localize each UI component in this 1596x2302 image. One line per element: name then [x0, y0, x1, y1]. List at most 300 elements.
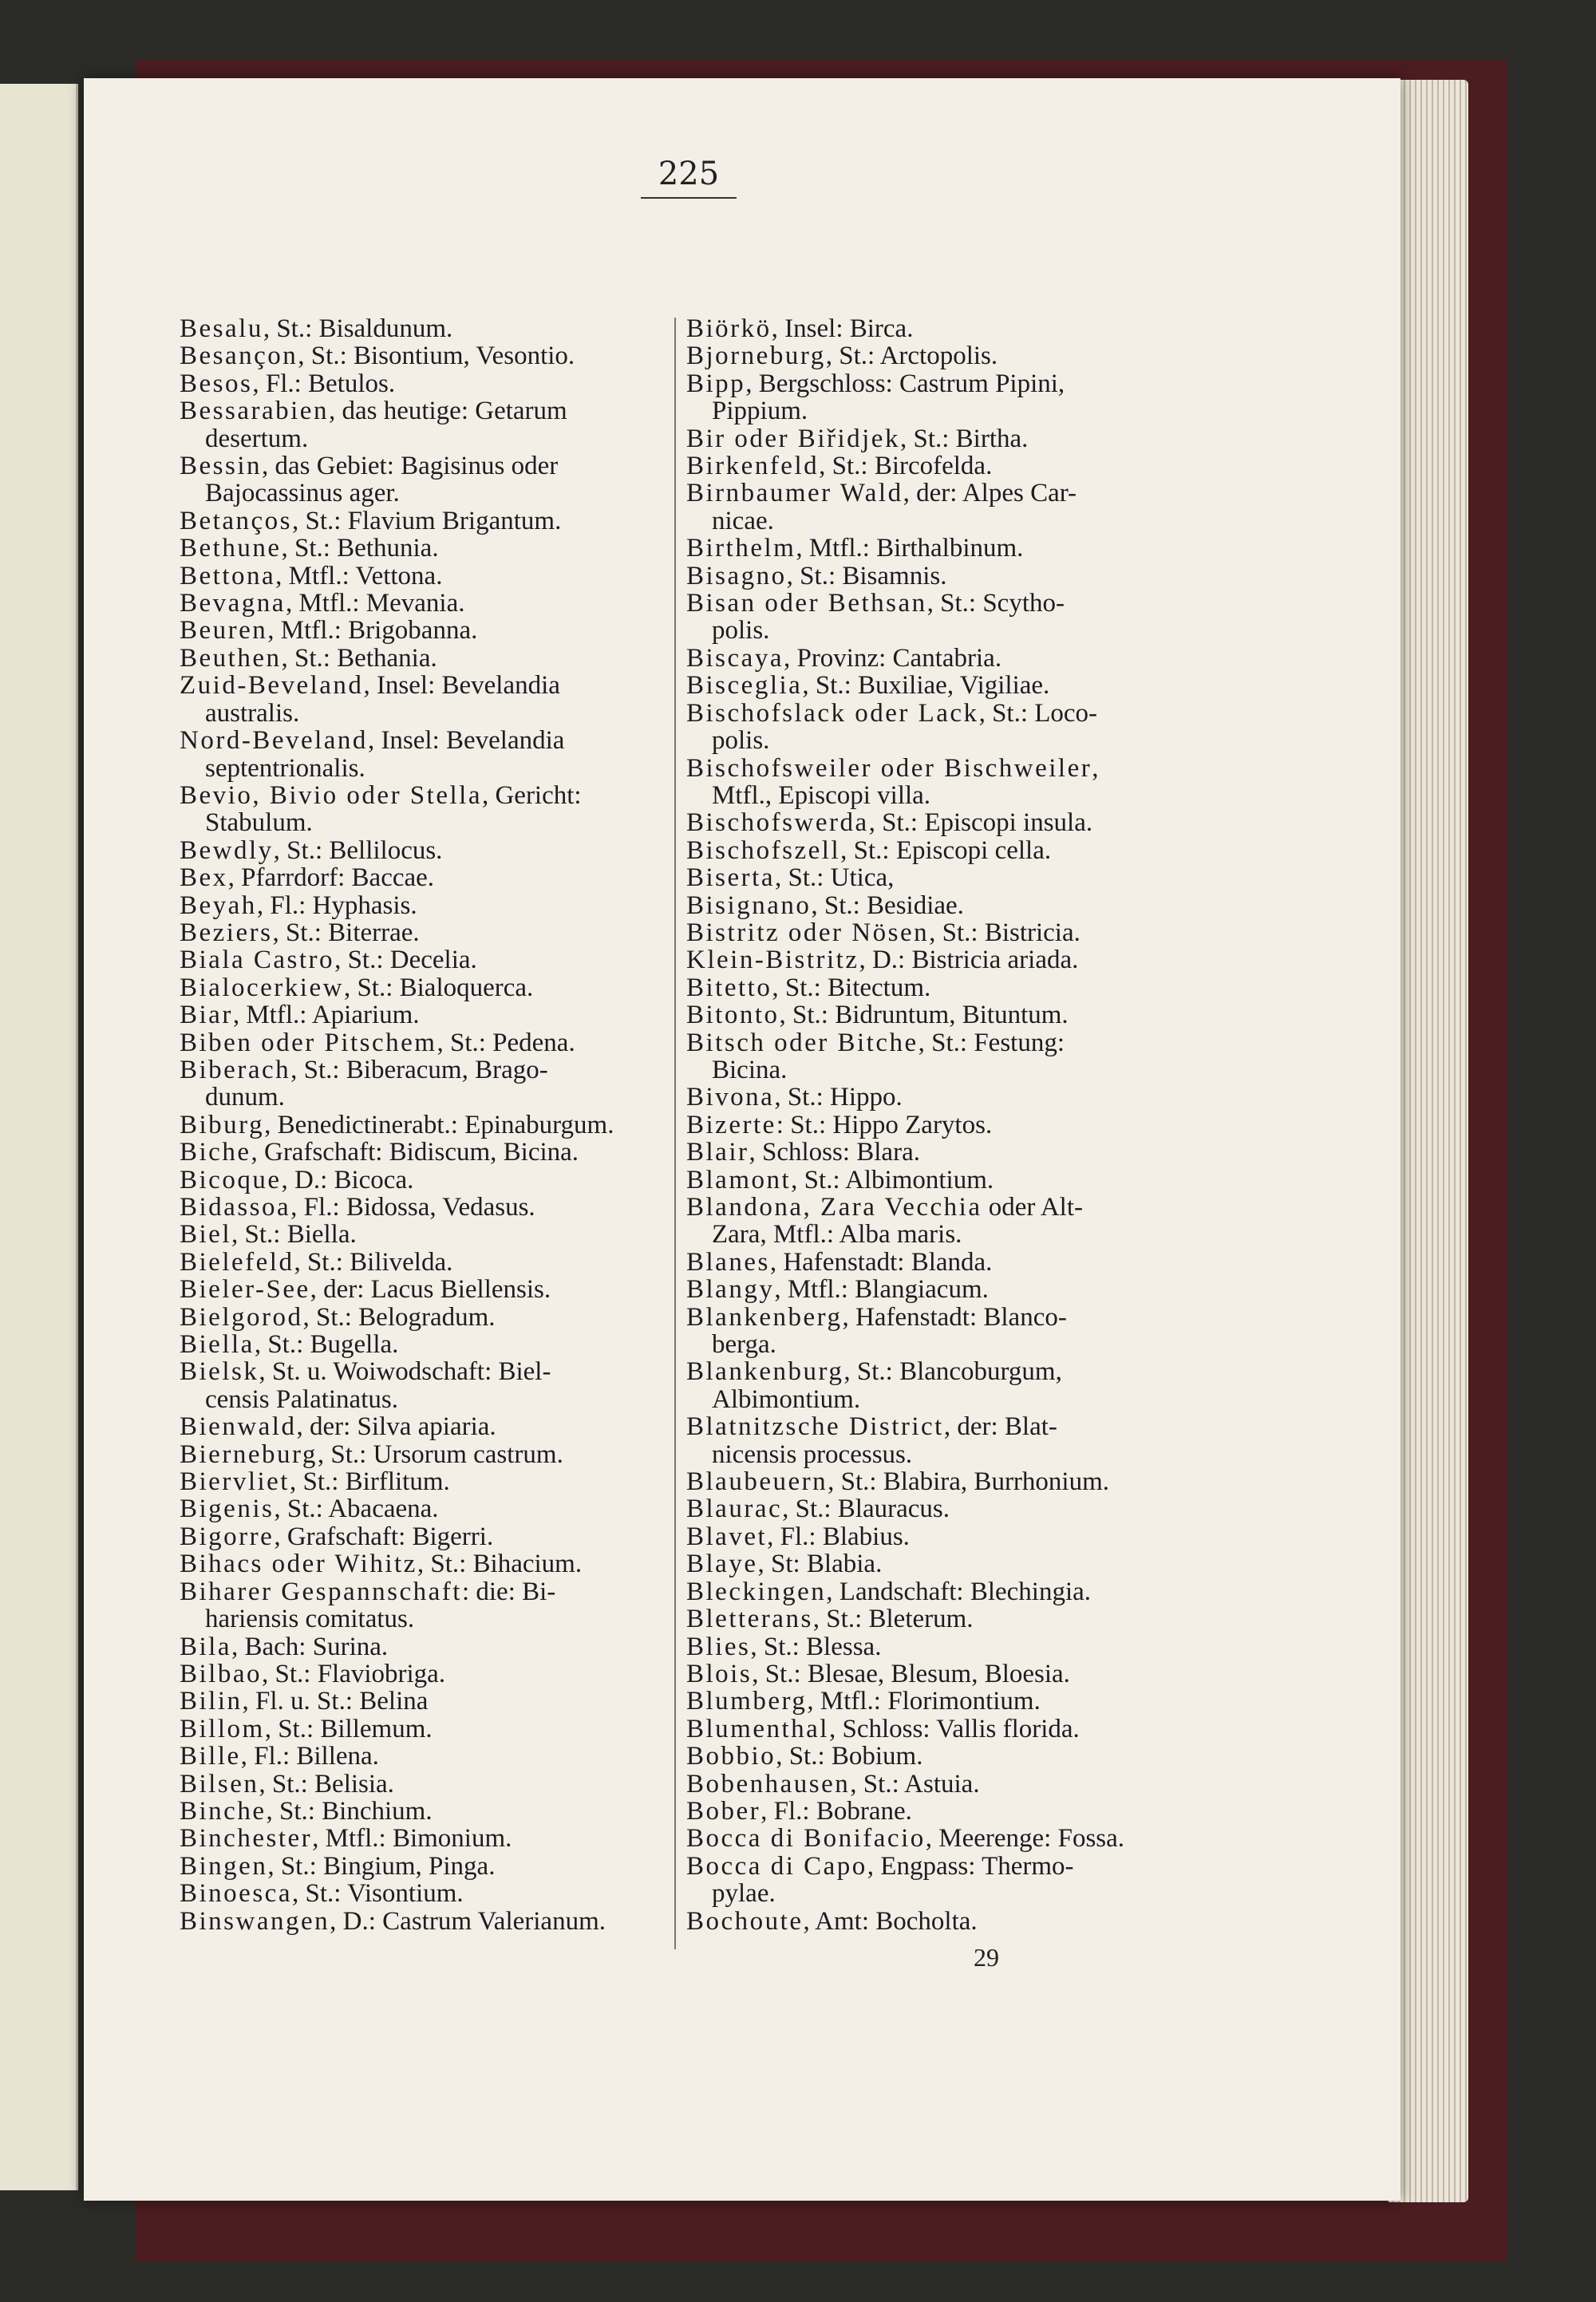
entry-definition: , St.: Buxiliae, Vigiliae. [802, 671, 1050, 701]
entry-continuation: Stabulum. [205, 808, 313, 838]
entry-definition: , Bach: Surina. [231, 1632, 389, 1661]
entry-headword: Bigorre [180, 1522, 275, 1551]
entry-line [686, 370, 1181, 397]
entry-headword: Bila [180, 1632, 231, 1661]
entry-line [180, 1331, 674, 1358]
entry-definition: , St.: Bingium, Pinga. [267, 1851, 496, 1881]
entry-definition: , Pfarrdorf: Baccae. [227, 863, 435, 893]
entry-line [686, 1304, 1181, 1331]
entry-definition: , St.: Biterrae. [272, 918, 420, 947]
entry-line [686, 1084, 1181, 1111]
entry-definition: , Hafenstadt: Blanco- [842, 1302, 1067, 1332]
column-divider [674, 318, 676, 1949]
entry-line [686, 1550, 1181, 1577]
entry-definition: , St.: Bisontium, Vesontio. [298, 342, 575, 371]
entry-definition: , Hafenstadt: Blanda. [769, 1247, 993, 1277]
entry-definition: , St.: Blauracus. [782, 1495, 950, 1524]
entry-headword: Blamont [686, 1165, 792, 1194]
entry-definition: , St.: Bisamnis. [786, 561, 947, 590]
entry-headword: Besalu [180, 314, 263, 343]
entry-headword: Bitsch oder Bitche [686, 1028, 918, 1057]
entry-headword: Bobbio [686, 1742, 776, 1771]
entry-headword: Blanes [686, 1247, 770, 1277]
entry-definition: , St.: Decelia. [334, 946, 477, 975]
entry-line [180, 1908, 674, 1935]
entry-line [180, 837, 674, 864]
entry-headword: Birnbaumer Wald [686, 479, 903, 508]
entry-headword: Blois [686, 1659, 753, 1688]
entry-line [686, 1249, 1181, 1276]
entry-headword: Bilin [180, 1687, 243, 1716]
entry-headword: Bochoute [686, 1906, 804, 1936]
entry-line [686, 1688, 1181, 1715]
entry-line [686, 1495, 1181, 1522]
entry-line [180, 864, 674, 891]
entry-headword: Beuren [180, 616, 268, 646]
entry-line [180, 617, 674, 644]
entry-headword: Bizerte [686, 1110, 776, 1139]
entry-headword: Binche [180, 1796, 267, 1826]
entry-headword: Biche [180, 1138, 251, 1167]
entry-line [180, 974, 674, 1001]
entry-definition: , Fl.: Bidossa, Vedasus. [290, 1193, 535, 1222]
entry-headword: Bipp [686, 369, 746, 398]
entry-line [180, 1194, 674, 1221]
entry-definition: , St.: Billemum. [264, 1714, 433, 1743]
entry-definition: , Mtfl.: Florimontium. [807, 1687, 1041, 1716]
entry-continuation: berga. [712, 1330, 776, 1360]
entry-line [686, 1523, 1181, 1550]
entry-headword: Biervliet [180, 1467, 290, 1497]
entry-line [686, 1908, 1181, 1935]
entry-line [686, 1167, 1181, 1194]
entry-definition: , Insel: Bevelandia [367, 726, 565, 756]
entry-headword: Bischofsweiler oder Bischweiler [686, 753, 1092, 783]
entry-definition: , Engpass: Thermo- [867, 1851, 1074, 1881]
entry-definition: , St.: Flaviobriga. [262, 1659, 446, 1688]
entry-headword: Bischofszell [686, 835, 841, 865]
entry-headword: Blies [686, 1632, 751, 1661]
entry-definition: , St: Blabia. [757, 1550, 883, 1579]
entry-continuation: Zara, Mtfl.: Alba maris. [712, 1220, 962, 1250]
entry-headword: Bjorneburg [686, 342, 826, 371]
entry-headword: Besançon [180, 342, 298, 371]
entry-headword: Biella [180, 1330, 255, 1360]
entry-line [180, 1139, 674, 1166]
entry-line [686, 1001, 1181, 1029]
entry-line [180, 1441, 674, 1468]
entry-headword: Bisagno [686, 561, 787, 590]
entry-line [180, 1249, 674, 1276]
entry-headword: Binswangen [180, 1906, 330, 1936]
entry-headword: Bischofslack oder Lack [686, 698, 979, 728]
entry-definition: , St.: Pedena. [437, 1028, 575, 1057]
entry-line [180, 1029, 674, 1056]
entry-definition: , Mtfl.: Bimonium. [312, 1824, 512, 1854]
entry-line [180, 1112, 674, 1139]
entry-definition: , St.: Blancoburgum, [843, 1357, 1062, 1387]
entry-headword: Bierneburg [180, 1439, 318, 1469]
entry-line [686, 1578, 1181, 1605]
entry-line [180, 1056, 674, 1084]
entry-line [180, 535, 674, 562]
entry-definition: , Mtfl.: Blangiacum. [774, 1275, 989, 1305]
entry-headword: Bocca di Bonifacio [686, 1824, 926, 1854]
entry-headword: Nord-Beveland [180, 726, 368, 756]
entry-continuation: septentrionalis. [205, 753, 365, 783]
entry-line [686, 425, 1181, 452]
entry-line [180, 1578, 674, 1605]
entry-headword: Bihacs oder Wihitz [180, 1550, 417, 1579]
entry-headword: Bettona [180, 561, 276, 590]
entry-definition: , St.: Besidiae. [811, 890, 964, 920]
entry-headword: Blavet [686, 1522, 768, 1551]
entry-definition: , der: Lacus Biellensis. [310, 1275, 551, 1305]
left-column [180, 315, 674, 1935]
entry-line [180, 1550, 674, 1577]
entry-line [180, 727, 674, 754]
entry-definition: , St.: Episcopi insula. [868, 808, 1093, 838]
facing-page-edge [0, 84, 78, 2190]
entry-continuation: Bajocassinus ager. [205, 479, 400, 508]
entry-line [686, 645, 1181, 672]
entry-line [180, 507, 674, 535]
entry-definition: , Insel: Bevelandia [363, 671, 560, 701]
entry-definition: , St.: Loco- [978, 698, 1098, 728]
entry-headword: Bessin [180, 452, 263, 481]
entry-headword: Blaye [686, 1550, 758, 1579]
entry-headword: Blankenberg [686, 1302, 843, 1332]
entry-definition: , St. u. Woiwodschaft: Biel- [259, 1357, 551, 1387]
entry-headword: Blaubeuern [686, 1467, 828, 1497]
entry-continuation: polis. [712, 726, 770, 756]
entry-line [180, 452, 674, 480]
entry-definition: , Amt: Bocholta. [803, 1906, 978, 1936]
entry-definition: , St.: Bleterum. [812, 1605, 974, 1634]
entry-definition: , Mtfl.: Vettona. [275, 561, 443, 590]
entry-headword: Beuthen [180, 643, 282, 673]
entry-line [686, 755, 1181, 782]
entry-headword: Blatnitzsche District [686, 1412, 944, 1442]
entry-definition: , St.: Bethunia. [281, 534, 439, 563]
entry-headword: Bigenis [180, 1495, 275, 1524]
entry-definition: , St.: Festung: [918, 1028, 1065, 1057]
entry-definition: , St.: Utica, [774, 863, 895, 893]
entry-line [180, 590, 674, 617]
entry-definition: , St.: Bugella. [254, 1330, 399, 1360]
entry-headword: Bielgorod [180, 1302, 303, 1332]
entry-definition: : die: Bi- [461, 1577, 556, 1606]
entry-definition: , St.: Bidruntum, Bituntum. [779, 1001, 1069, 1030]
entry-headword: Blangy [686, 1275, 775, 1305]
entry-definition: , Benedictinerabt.: Epinaburgum. [264, 1110, 614, 1139]
entry-line [180, 370, 674, 397]
entry-definition: , Mtfl.: Brigobanna. [267, 616, 478, 646]
entry-headword: Besos [180, 369, 253, 398]
entry-line [686, 1276, 1181, 1303]
entry-line [180, 1001, 674, 1029]
entry-definition: , St.: Bisaldunum. [263, 314, 453, 343]
entry-definition: : St.: Hippo Zarytos. [776, 1110, 993, 1139]
entry-line [686, 809, 1181, 836]
entry-continuation: desertum. [205, 424, 309, 453]
entry-headword: Bevio, Bivio oder Stella [180, 780, 482, 810]
entry-line [686, 590, 1181, 617]
entry-definition: , St.: Bircofelda. [819, 452, 993, 481]
entry-definition: , Fl.: Betulos. [252, 369, 396, 398]
entry-line [180, 1771, 674, 1798]
entry-definition: , der: Silva apiaria. [296, 1412, 496, 1442]
entry-headword: Biel [180, 1220, 231, 1250]
entry-headword: Bielefeld [180, 1247, 294, 1277]
entry-headword: Bisceglia [686, 671, 803, 701]
entry-headword: Bisan oder Bethsan [686, 589, 927, 618]
entry-line [180, 1633, 674, 1660]
entry-headword: Binchester [180, 1824, 313, 1854]
entry-definition: , Schloss: Blara. [749, 1138, 920, 1167]
entry-line [180, 1413, 674, 1440]
entry-headword: Binoesca [180, 1879, 292, 1909]
entry-line [180, 1798, 674, 1825]
entry-line [686, 700, 1181, 727]
entry-definition: , Grafschaft: Bidiscum, Bicina. [251, 1138, 579, 1167]
entry-headword: Bletterans [686, 1605, 813, 1634]
entry-line [686, 1194, 1181, 1221]
entry-line [686, 919, 1181, 946]
entry-line [686, 1112, 1181, 1139]
entry-headword: Birthelm [686, 534, 796, 563]
entry-headword: Bille [180, 1742, 241, 1771]
entry-headword: Biserta [686, 863, 775, 893]
entry-definition: , Mtfl.: Mevania. [285, 589, 465, 618]
entry-definition: , D.: Bicoca. [281, 1165, 414, 1194]
entry-line [180, 1716, 674, 1743]
entry-definition: , das heutige: Getarum [328, 397, 567, 426]
entry-definition: , St.: Episcopi cella. [840, 835, 1052, 865]
entry-definition: , St.: Bethania. [281, 643, 437, 673]
entry-line [180, 782, 674, 809]
entry-line [180, 1304, 674, 1331]
entry-headword: Bethune [180, 534, 282, 563]
entry-definition: , St.: Ursorum castrum. [317, 1439, 563, 1469]
entry-line [686, 1743, 1181, 1770]
entry-headword: Birkenfeld [686, 452, 820, 481]
entry-definition: , der: Blat- [943, 1412, 1057, 1442]
entry-headword: Bivona [686, 1083, 775, 1112]
entry-definition: , Mtfl.: Birthalbinum. [796, 534, 1024, 563]
entry-definition: , St.: Birflitum. [289, 1467, 450, 1497]
entry-headword: Bingen [180, 1851, 268, 1881]
entry-headword: Biberach [180, 1055, 291, 1084]
entry-definition: , St.: Astuia. [850, 1769, 980, 1799]
entry-definition: , Mtfl.: Apiarium. [232, 1001, 420, 1030]
entry-line [180, 1880, 674, 1907]
entry-line [180, 1660, 674, 1688]
entry-headword: Beziers [180, 918, 273, 947]
entry-line [180, 563, 674, 590]
entry-headword: Bessarabien [180, 397, 329, 426]
entry-line [686, 1029, 1181, 1056]
entry-definition: , D.: Bistricia ariada. [859, 946, 1079, 975]
entry-line [686, 864, 1181, 891]
entry-line [180, 645, 674, 672]
entry-definition: , Fl.: Bobrane. [760, 1796, 912, 1826]
entry-line [180, 672, 674, 699]
entry-definition: , St.: Bistricia. [929, 918, 1080, 947]
entry-headword: Bir oder Biřidjek [686, 424, 900, 453]
entry-definition: , St.: Bihacium. [417, 1550, 583, 1579]
entry-continuation: censis Palatinatus. [205, 1384, 398, 1414]
entry-headword: Biscaya [686, 643, 784, 673]
entry-headword: Klein-Bistritz [686, 946, 859, 975]
entry-line [686, 452, 1181, 480]
entry-headword: Biharer Gespannschaft [180, 1577, 462, 1606]
entry-line [686, 892, 1181, 919]
entry-line [686, 837, 1181, 864]
entry-definition: , St.: Visontium. [291, 1879, 464, 1909]
entry-continuation: nicensis processus. [712, 1439, 913, 1469]
entry-line [686, 1139, 1181, 1166]
entry-continuation: nicae. [712, 506, 774, 535]
entry-definition: , [1092, 753, 1099, 783]
entry-headword: Bitonto [686, 1001, 780, 1030]
entry-headword: Bober [686, 1796, 761, 1826]
entry-definition: , St.: Biella. [231, 1220, 357, 1250]
entry-line [686, 946, 1181, 973]
entry-line [180, 1167, 674, 1194]
page-number: 225 [641, 156, 737, 199]
entry-definition: , Provinz: Cantabria. [783, 643, 1002, 673]
entry-line [686, 535, 1181, 562]
entry-definition: , St.: Belisia. [259, 1769, 394, 1799]
entry-definition: , D.: Castrum Valerianum. [330, 1906, 606, 1936]
entry-definition: , Gericht: [481, 780, 582, 810]
entry-definition: , Landschaft: Blechingia. [826, 1577, 1092, 1606]
entry-definition: , St.: Bellilocus. [273, 835, 443, 865]
entry-definition: , St.: Blabira, Burrhonium. [828, 1467, 1110, 1497]
entry-line [180, 1688, 674, 1715]
entry-definition: , Meerenge: Fossa. [925, 1824, 1125, 1854]
entry-headword: Beyah [180, 890, 257, 920]
entry-headword: Bialocerkiew [180, 973, 344, 1002]
entry-line [686, 1468, 1181, 1495]
entry-headword: Blumberg [686, 1687, 808, 1716]
entry-headword: Bieler-See [180, 1275, 310, 1305]
entry-headword: Billom [180, 1714, 265, 1743]
entry-line [180, 1358, 674, 1385]
entry-headword: Bischofswerda [686, 808, 869, 838]
entry-headword: Zuid-Beveland [180, 671, 364, 701]
entry-headword: Bewdly [180, 835, 274, 865]
entry-definition: , St.: Abacaena. [274, 1495, 439, 1524]
entry-line [686, 315, 1181, 342]
entry-headword: Bobenhausen [686, 1769, 851, 1799]
entry-line [686, 1716, 1181, 1743]
entry-line [180, 1468, 674, 1495]
entry-headword: Bocca di Capo [686, 1851, 867, 1881]
entry-line [180, 919, 674, 946]
entry-headword: Bilbao [180, 1659, 262, 1688]
entry-line [686, 1771, 1181, 1798]
entry-line [180, 946, 674, 973]
entry-headword: Biala Castro [180, 946, 335, 975]
entry-line [180, 892, 674, 919]
entry-line [180, 1495, 674, 1522]
entry-headword: Biar [180, 1001, 233, 1030]
entry-definition: , St.: Bobium. [776, 1742, 923, 1771]
entry-headword: Bienwald [180, 1412, 297, 1442]
entry-definition: , Fl. u. St.: Belina [242, 1687, 429, 1716]
entry-line [180, 1743, 674, 1770]
entry-line [180, 397, 674, 424]
entry-definition: , Bergschloss: Castrum Pipini, [745, 369, 1065, 398]
entry-line [180, 315, 674, 342]
entry-continuation: hariensis comitatus. [205, 1605, 415, 1634]
entry-definition: , St.: Birtha. [899, 424, 1029, 453]
entry-line [180, 1825, 674, 1852]
entry-definition: , St.: Flavium Brigantum. [291, 506, 562, 535]
entry-definition: , St.: Bitectum. [772, 973, 931, 1002]
entry-headword: Biörkö [686, 314, 772, 343]
entry-definition: , St.: Bialoquerca. [343, 973, 534, 1002]
entry-continuation: Mtfl., Episcopi villa. [712, 780, 931, 810]
entry-definition: , St.: Arctopolis. [825, 342, 998, 371]
entry-headword: Blair [686, 1138, 749, 1167]
entry-line [686, 974, 1181, 1001]
signature-mark: 29 [974, 1943, 999, 1972]
entry-definition: , Fl.: Billena. [240, 1742, 379, 1771]
entry-definition: , St.: Scytho- [926, 589, 1065, 618]
entry-headword: Blandona, Zara Vecchia [686, 1193, 982, 1222]
entry-headword: Bevagna [180, 589, 286, 618]
entry-continuation: Albimontium. [712, 1384, 861, 1414]
entry-line [686, 480, 1181, 507]
entry-headword: Bielsk [180, 1357, 259, 1387]
entry-line [686, 1660, 1181, 1688]
entry-line [180, 1276, 674, 1303]
right-column [686, 315, 1181, 1935]
entry-continuation: Pippium. [712, 397, 808, 426]
page-stack-edge [1389, 80, 1468, 2202]
entry-definition: , St.: Blessa. [750, 1632, 882, 1661]
entry-definition: , St.: Albimontium. [791, 1165, 994, 1194]
entry-definition: oder Alt- [982, 1193, 1083, 1222]
entry-line [180, 1853, 674, 1880]
entry-line [686, 342, 1181, 369]
entry-line [686, 672, 1181, 699]
entry-headword: Bicoque [180, 1165, 282, 1194]
entry-headword: Bistritz oder Nösen [686, 918, 930, 947]
entry-definition: , Schloss: Vallis florida. [828, 1714, 1080, 1743]
entry-headword: Biben oder Pitschem [180, 1028, 437, 1057]
entry-line [180, 1523, 674, 1550]
entry-line [686, 563, 1181, 590]
entry-line [686, 1605, 1181, 1633]
entry-definition: , Fl.: Blabius. [767, 1522, 910, 1551]
entry-continuation: australis. [205, 698, 300, 728]
entry-headword: Betanços [180, 506, 292, 535]
entry-definition: , St.: Blesae, Blesum, Bloesia. [752, 1659, 1070, 1688]
entry-definition: , St.: Hippo. [774, 1083, 903, 1112]
entry-headword: Blaurac [686, 1495, 783, 1524]
entry-headword: Bex [180, 863, 228, 893]
entry-line [686, 1825, 1181, 1852]
entry-headword: Biburg [180, 1110, 265, 1139]
entry-definition: , St.: Belogradum. [302, 1302, 496, 1332]
entry-headword: Bidassoa [180, 1193, 291, 1222]
entry-continuation: dunum. [205, 1083, 285, 1112]
entry-line [686, 1358, 1181, 1385]
